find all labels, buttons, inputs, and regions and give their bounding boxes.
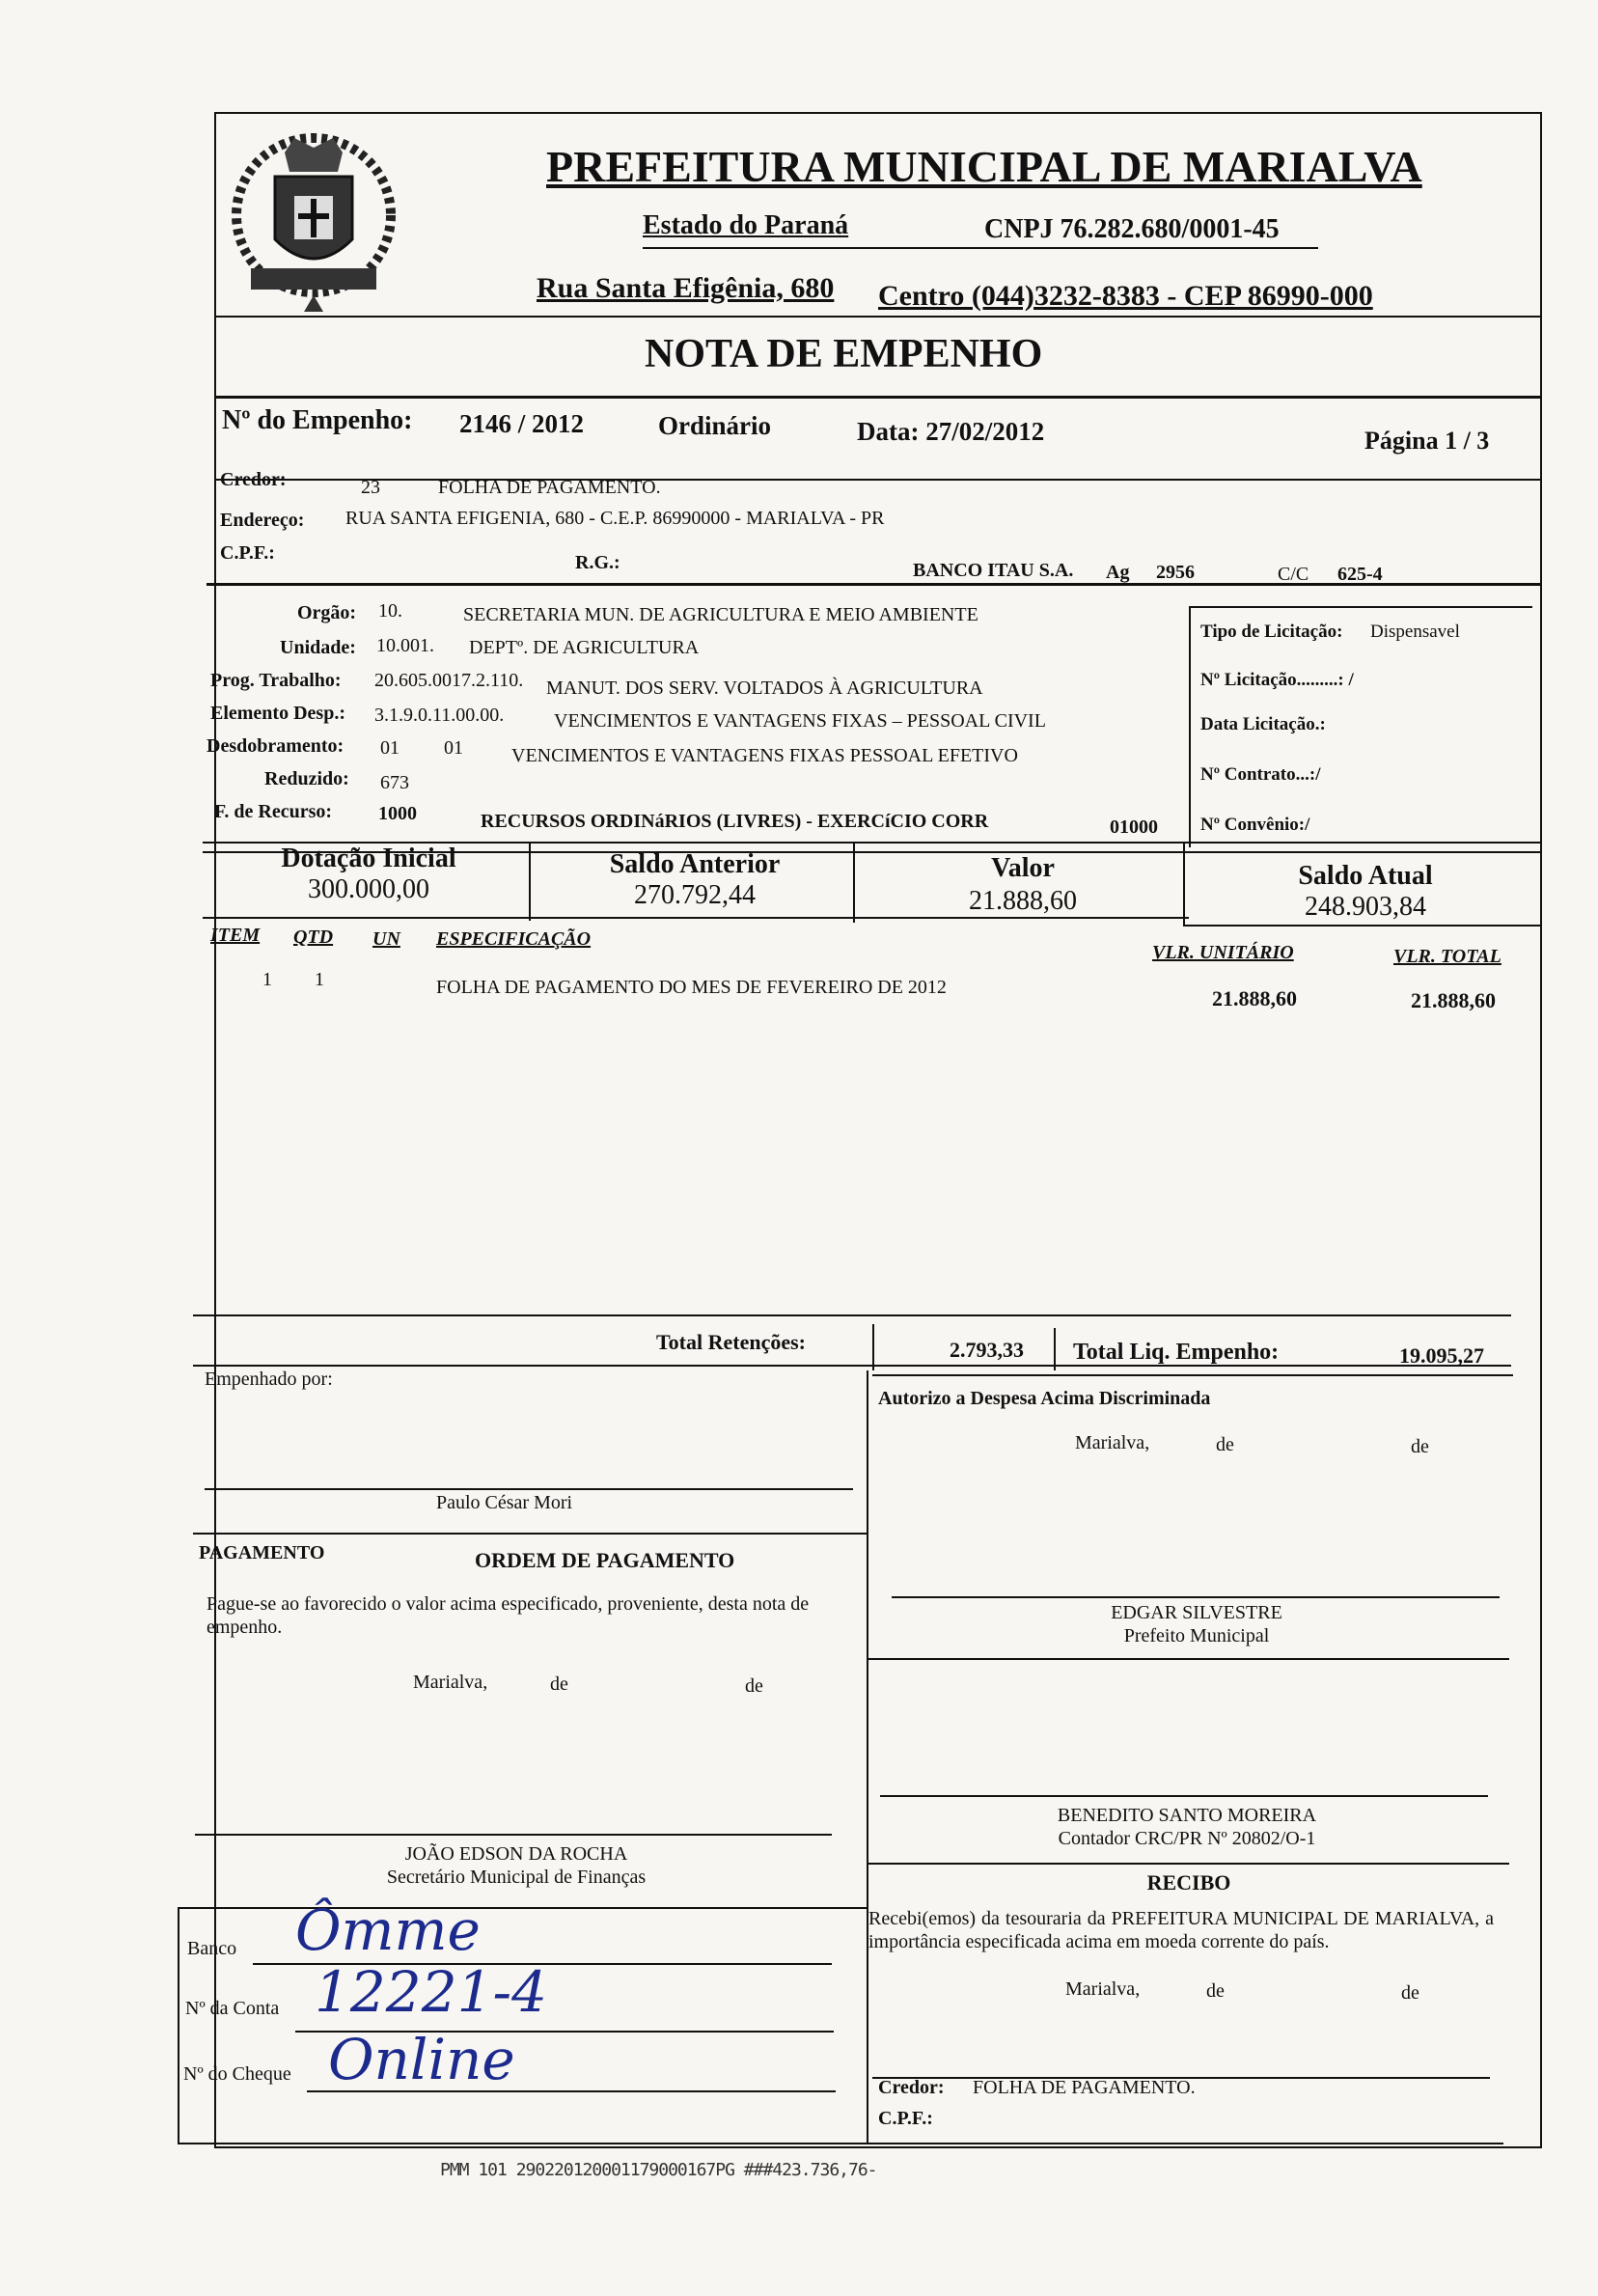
coat-of-arms-seal: [217, 124, 410, 317]
contador-role: Contador CRC/PR Nº 20802/O-1: [1058, 1828, 1316, 1849]
autorizo-label: Autorizo a Despesa Acima Discriminada: [878, 1388, 1211, 1409]
recibo-de2: de: [1401, 1982, 1419, 2004]
orgao-code: 10.: [378, 600, 402, 622]
unidade-desc: DEPTº. DE AGRICULTURA: [469, 637, 700, 658]
empenho-page: Página 1 / 3: [1364, 427, 1490, 455]
desdobramento-desc: VENCIMENTOS E VANTAGENS FIXAS PESSOAL EFETIVO: [511, 745, 1018, 766]
account-value: 625-4: [1337, 564, 1383, 585]
pagamento-de1: de: [550, 1674, 568, 1695]
saldo-anterior-value: 270.792,44: [634, 880, 756, 910]
fonte-recurso-code2: 01000: [1110, 816, 1158, 838]
reduzido-label: Reduzido:: [264, 768, 349, 789]
fonte-recurso-desc: RECURSOS ORDINáRIOS (LIVRES) - EXERCíCIO CORR: [481, 811, 989, 832]
licitacao-tipo-label: Tipo de Licitação:: [1200, 622, 1343, 642]
licitacao-contrato: Nº Contrato...:/: [1200, 764, 1321, 785]
saldo-atual-label: Saldo Atual: [1298, 861, 1433, 891]
prog-trabalho-code: 20.605.0017.2.110.: [374, 670, 524, 691]
dotacao-label: Dotação Inicial: [281, 844, 456, 873]
doc-title: NOTA DE EMPENHO: [645, 332, 1043, 376]
desdobramento-code2: 01: [444, 737, 463, 759]
items-header-unit: VLR. UNITÁRIO: [1152, 942, 1294, 963]
valor-value: 21.888,60: [969, 886, 1077, 916]
cpf-label: C.P.F.:: [220, 542, 275, 564]
items-header-item: ITEM: [210, 925, 261, 946]
fonte-recurso-code: 1000: [378, 803, 417, 824]
saldo-atual-value: 248.903,84: [1305, 892, 1426, 922]
autorizo-de1: de: [1216, 1434, 1234, 1455]
banco-label: Banco: [187, 1938, 237, 1959]
header-title: PREFEITURA MUNICIPAL DE MARIALVA: [546, 142, 1422, 191]
header-cnpj: CNPJ 76.282.680/0001-45: [984, 214, 1280, 244]
licitacao-convenio: Nº Convênio:/: [1200, 815, 1310, 835]
recibo-credor-value: FOLHA DE PAGAMENTO.: [973, 2077, 1196, 2098]
contador-name: BENEDITO SANTO MOREIRA: [1057, 1805, 1317, 1826]
items-header-total: VLR. TOTAL: [1393, 946, 1502, 967]
items-header-spec: ESPECIFICAÇÃO: [436, 928, 592, 950]
autorizo-role: Prefeito Municipal: [1123, 1625, 1270, 1646]
unidade-label: Unidade:: [280, 637, 356, 658]
cheque-label: Nº do Cheque: [183, 2063, 291, 2085]
pagamento-de2: de: [745, 1675, 763, 1697]
valor-label: Valor: [991, 853, 1055, 883]
prog-trabalho-desc: MANUT. DOS SERV. VOLTADOS À AGRICULTURA: [546, 678, 983, 699]
pagamento-label: PAGAMENTO: [199, 1542, 325, 1563]
unidade-code: 10.001.: [376, 635, 434, 656]
conta-label: Nº da Conta: [185, 1998, 280, 2019]
empenhado-name: Paulo César Mori: [436, 1492, 573, 1513]
credor-label: Credor:: [220, 469, 287, 490]
credor-code: 23: [361, 477, 380, 498]
retencoes-value: 2.793,33: [950, 1338, 1024, 1362]
conta-handwritten: 12221-4: [315, 1959, 548, 2025]
banco-handwritten: Ômme: [295, 1897, 481, 1963]
address-value: RUA SANTA EFIGENIA, 680 - C.E.P. 86990000 - MARIALVA - PR: [345, 508, 885, 529]
licitacao-data: Data Licitação.:: [1200, 714, 1326, 734]
pagamento-city: Marialva,: [413, 1672, 488, 1693]
recibo-title: RECIBO: [1146, 1870, 1231, 1895]
empenho-type: Ordinário: [658, 411, 772, 440]
pagamento-role: Secretário Municipal de Finanças: [386, 1867, 647, 1888]
item-unit-value: 21.888,60: [1212, 986, 1297, 1010]
cheque-handwritten: Online: [328, 2027, 515, 2092]
fonte-recurso-label: F. de Recurso:: [214, 801, 333, 822]
liquido-value: 19.095,27: [1399, 1343, 1484, 1368]
address-label: Endereço:: [220, 510, 305, 531]
elemento-code: 3.1.9.0.11.00.00.: [374, 705, 505, 726]
item-total-value: 21.888,60: [1411, 988, 1496, 1012]
item-spec: FOLHA DE PAGAMENTO DO MES DE FEVEREIRO DE 2012: [436, 977, 947, 998]
dotacao-value: 300.000,00: [308, 874, 429, 904]
rg-label: R.G.:: [575, 552, 620, 573]
item-number: 1: [262, 969, 272, 990]
prog-trabalho-label: Prog. Trabalho:: [210, 670, 342, 691]
credor-name: FOLHA DE PAGAMENTO.: [438, 477, 661, 498]
pagamento-text: Pague-se ao favorecido o valor acima especificado, proveniente, desta nota de empenho.: [207, 1593, 810, 1638]
ordem-pagamento-title: ORDEM DE PAGAMENTO: [475, 1548, 735, 1572]
orgao-desc: SECRETARIA MUN. DE AGRICULTURA E MEIO AMBIENTE: [463, 604, 978, 625]
retencoes-label: Total Retenções:: [656, 1330, 806, 1354]
footer-code: PMM 101 290220120001179000167PG ###423.736,76-: [440, 2160, 877, 2180]
autorizo-de2: de: [1411, 1436, 1429, 1457]
item-qtd: 1: [315, 969, 324, 990]
recibo-text: Recebi(emos) da tesouraria da PREFEITURA MUNICIPAL DE MARIALVA, a importância especificada acima em moeda corrente do país.: [868, 1908, 1494, 1952]
items-header-un: UN: [372, 928, 400, 950]
recibo-credor-label: Credor:: [878, 2077, 945, 2098]
elemento-label: Elemento Desp.:: [210, 703, 345, 724]
recibo-city: Marialva,: [1065, 1978, 1141, 2000]
liquido-label: Total Liq. Empenho:: [1073, 1340, 1280, 1365]
pagamento-name: JOÃO EDSON DA ROCHA: [404, 1843, 628, 1865]
desdobramento-code: 01: [380, 737, 400, 759]
empenho-number-label: Nº do Empenho:: [222, 405, 413, 435]
recibo-de1: de: [1206, 1980, 1225, 2002]
agency-label: Ag: [1106, 562, 1130, 583]
elemento-desc: VENCIMENTOS E VANTAGENS FIXAS – PESSOAL CIVIL: [554, 710, 1046, 732]
autorizo-city: Marialva,: [1075, 1432, 1150, 1453]
items-header-qtd: QTD: [293, 927, 334, 948]
header-street: Rua Santa Efigênia, 680: [537, 272, 835, 304]
licitacao-tipo-value: Dispensavel: [1370, 622, 1460, 642]
header-contact: Centro (044)3232-8383 - CEP 86990-000: [878, 280, 1373, 312]
agency-value: 2956: [1156, 562, 1195, 583]
bank-name: BANCO ITAU S.A.: [913, 560, 1074, 581]
autorizo-name: EDGAR SILVESTRE: [1111, 1602, 1282, 1623]
empenho-number: 2146 / 2012: [459, 409, 585, 438]
recibo-cpf-label: C.P.F.:: [878, 2108, 933, 2129]
saldo-anterior-label: Saldo Anterior: [609, 849, 781, 879]
licitacao-numero: Nº Licitação.........: /: [1200, 670, 1354, 690]
header-state: Estado do Paraná: [643, 210, 849, 240]
account-label: C/C: [1278, 564, 1309, 585]
desdobramento-label: Desdobramento:: [207, 735, 344, 757]
empenho-date: Data: 27/02/2012: [857, 417, 1045, 446]
empenhado-label: Empenhado por:: [205, 1369, 333, 1390]
reduzido-code: 673: [380, 772, 409, 793]
orgao-label: Orgão:: [297, 602, 357, 623]
